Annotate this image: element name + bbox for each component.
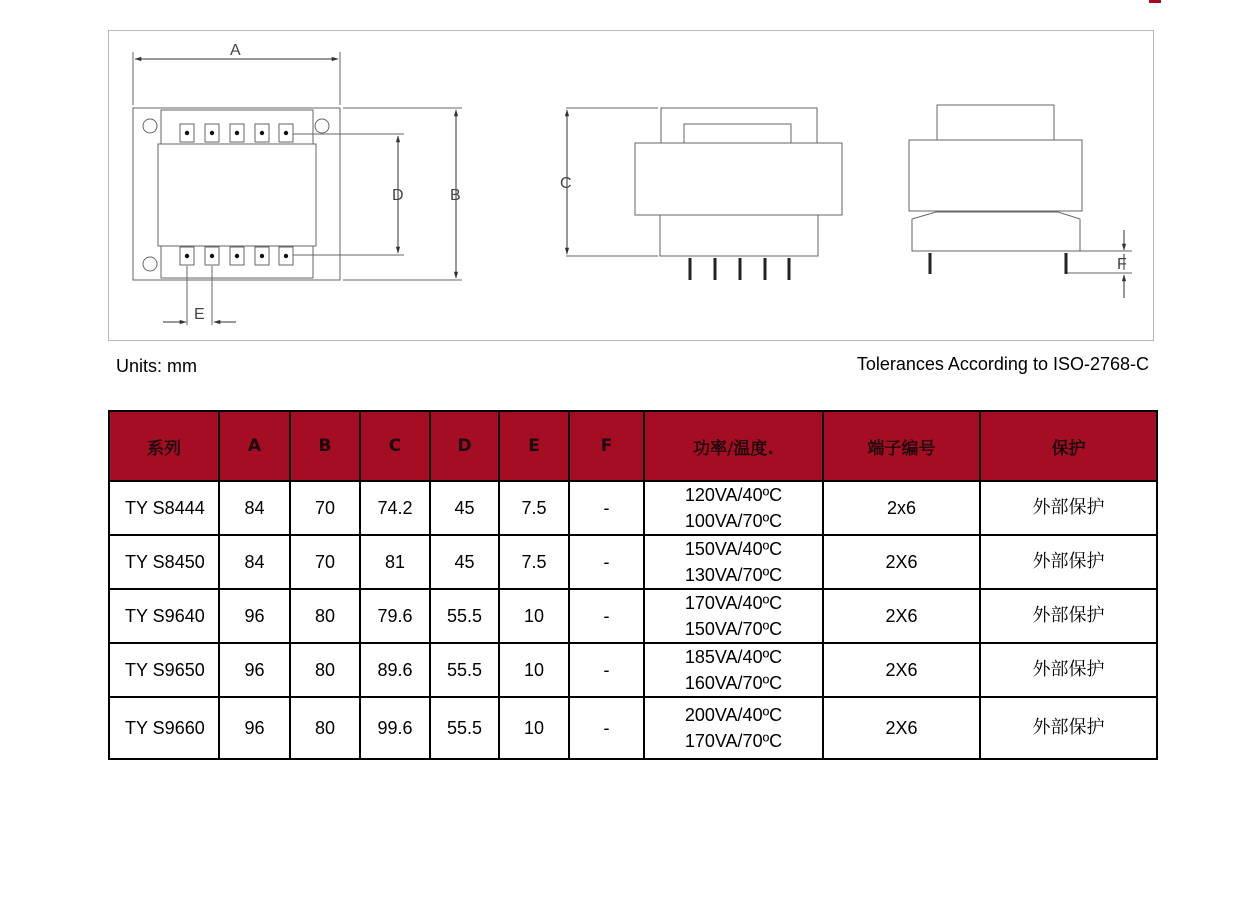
power-rating-70c: 170VA/70ºC <box>684 731 783 751</box>
e-cell: 10 <box>499 589 569 643</box>
header-b: B <box>290 411 360 481</box>
mounting-hole-icon <box>315 119 329 133</box>
d-cell: 55.5 <box>430 643 499 697</box>
specification-table <box>108 410 1158 760</box>
front-view-top-bobbin <box>161 110 313 144</box>
dimension-label-d: D <box>392 187 404 204</box>
table-row <box>109 535 1157 589</box>
f-cell: - <box>569 589 644 643</box>
f-cell: - <box>569 535 644 589</box>
header-d: D <box>430 411 499 481</box>
d-cell: 55.5 <box>430 697 499 759</box>
table-header-row <box>109 411 1157 481</box>
c-cell: 99.6 <box>360 697 430 759</box>
header-series: 系列 <box>109 411 219 481</box>
e-cell: 7.5 <box>499 535 569 589</box>
power-cell <box>644 481 823 535</box>
b-cell: 80 <box>290 697 360 759</box>
f-cell: - <box>569 481 644 535</box>
mounting-hole-icon <box>143 257 157 271</box>
e-cell: 10 <box>499 643 569 697</box>
protection-cell: 外部保护 <box>980 697 1157 759</box>
power-rating-70c: 100VA/70ºC <box>684 511 783 531</box>
model-cell: TY S8444 <box>109 481 219 535</box>
c-cell: 81 <box>360 535 430 589</box>
dimension-label-a: A <box>230 42 241 59</box>
power-rating-40c: 185VA/40ºC <box>684 647 783 667</box>
power-cell <box>644 589 823 643</box>
a-cell: 96 <box>219 643 290 697</box>
c-cell: 74.2 <box>360 481 430 535</box>
table-row <box>109 697 1157 759</box>
table-row <box>109 589 1157 643</box>
dimension-label-b: B <box>450 187 461 204</box>
end-view-top <box>937 105 1054 140</box>
header-power-temperature: 功率/温度. <box>644 411 823 481</box>
power-cell <box>644 697 823 759</box>
b-cell: 70 <box>290 481 360 535</box>
front-view-core <box>158 144 316 246</box>
power-cell <box>644 643 823 697</box>
d-cell: 45 <box>430 481 499 535</box>
model-cell: TY S9650 <box>109 643 219 697</box>
end-view-core <box>909 140 1082 211</box>
table-row <box>109 481 1157 535</box>
power-rating-70c: 130VA/70ºC <box>684 565 783 585</box>
dimension-label-c: C <box>560 175 572 192</box>
f-cell: - <box>569 697 644 759</box>
front-view-bottom-bobbin <box>161 246 313 278</box>
model-cell: TY S9640 <box>109 589 219 643</box>
b-cell: 70 <box>290 535 360 589</box>
terminals-cell: 2x6 <box>823 481 980 535</box>
dimension-label-e: E <box>194 306 205 323</box>
technical-drawing <box>108 30 1154 341</box>
c-cell: 89.6 <box>360 643 430 697</box>
header-e: E <box>499 411 569 481</box>
header-terminal-number: 端子编号 <box>823 411 980 481</box>
header-c: C <box>360 411 430 481</box>
power-rating-40c: 200VA/40ºC <box>684 705 783 725</box>
corner-accent-mark <box>1149 0 1161 3</box>
header-a: A <box>219 411 290 481</box>
a-cell: 84 <box>219 481 290 535</box>
units-label: Units: mm <box>116 356 197 376</box>
power-rating-70c: 160VA/70ºC <box>684 673 783 693</box>
mounting-hole-icon <box>143 119 157 133</box>
e-cell: 10 <box>499 697 569 759</box>
side-view-core <box>635 143 842 215</box>
protection-cell: 外部保护 <box>980 535 1157 589</box>
terminals-cell: 2X6 <box>823 535 980 589</box>
header-protection: 保护 <box>980 411 1157 481</box>
header-f: F <box>569 411 644 481</box>
dimension-label-f: F <box>1117 256 1127 273</box>
power-rating-40c: 120VA/40ºC <box>684 485 783 505</box>
model-cell: TY S8450 <box>109 535 219 589</box>
power-rating-40c: 170VA/40ºC <box>684 593 783 613</box>
b-cell: 80 <box>290 589 360 643</box>
protection-cell: 外部保护 <box>980 643 1157 697</box>
a-cell: 84 <box>219 535 290 589</box>
terminals-cell: 2X6 <box>823 643 980 697</box>
end-view-base <box>912 212 1080 251</box>
protection-cell: 外部保护 <box>980 481 1157 535</box>
model-cell: TY S9660 <box>109 697 219 759</box>
d-cell: 55.5 <box>430 589 499 643</box>
e-cell: 7.5 <box>499 481 569 535</box>
protection-cell: 外部保护 <box>980 589 1157 643</box>
tolerance-label: Tolerances According to ISO-2768-C <box>856 354 1149 374</box>
power-rating-40c: 150VA/40ºC <box>684 539 783 559</box>
c-cell: 79.6 <box>360 589 430 643</box>
terminals-cell: 2X6 <box>823 589 980 643</box>
dimension-drawing-svg <box>108 30 1154 341</box>
a-cell: 96 <box>219 697 290 759</box>
table-row <box>109 643 1157 697</box>
power-cell <box>644 535 823 589</box>
d-cell: 45 <box>430 535 499 589</box>
a-cell: 96 <box>219 589 290 643</box>
f-cell: - <box>569 643 644 697</box>
side-view-bottom-bobbin <box>660 215 818 256</box>
b-cell: 80 <box>290 643 360 697</box>
power-rating-70c: 150VA/70ºC <box>684 619 783 639</box>
terminals-cell: 2X6 <box>823 697 980 759</box>
